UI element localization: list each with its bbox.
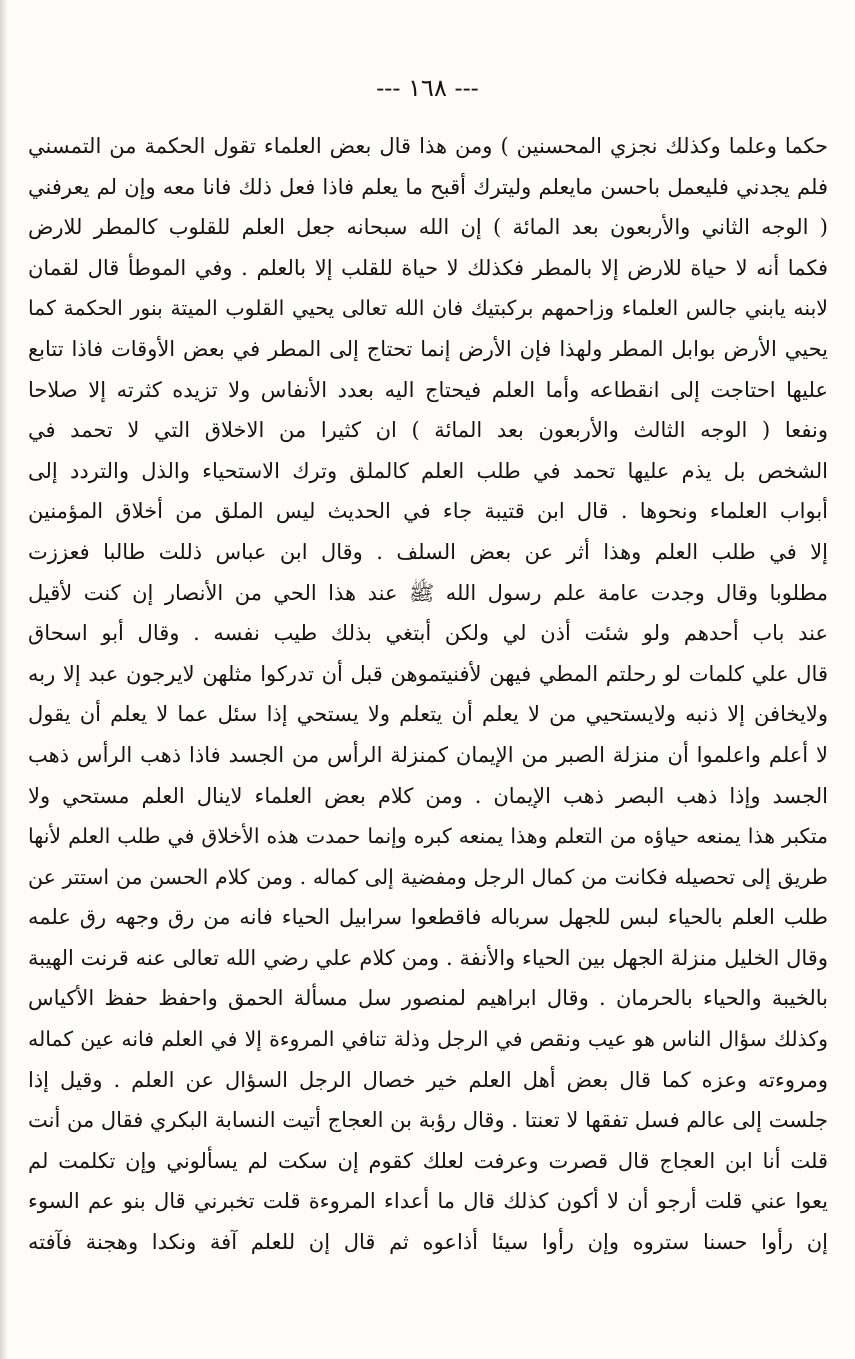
page-gutter-shadow — [0, 0, 8, 1359]
text-line: مطلوبا وقال وجدت عامة علم رسول الله ﷺ عند هذا الحي من الأنصار إن كنت لأقيل — [28, 580, 828, 605]
text-line: يعوا عني قلت أرجو أن لا أكون كذلك قال ما أعداء المروءة قلت تخبرني قال بنو عم السوء — [28, 1189, 828, 1214]
text-line: فكما أنه لا حياة للارض إلا بالمطر فكذلك لا حياة للقلب إلا بالعلم . وفي الموطأ قال لقمان — [28, 255, 828, 280]
text-line: قلت أنا ابن العجاج قال قصرت وعرفت لعلك كقوم إن سكت لم يسألوني وإن تكلمت لم — [28, 1148, 828, 1173]
text-line: طريق إلى تحصيله فكانت من كمال الرجل ومفضية إلى كماله . ومن كلام الحسن من استتر عن — [28, 864, 828, 889]
body-text — [28, 126, 828, 1263]
text-line: عند باب أحدهم ولو شئت أذن لي ولكن أبتغي بذلك طيب نفسه . وقال أبو اسحاق — [28, 621, 828, 646]
text-line: وكذلك سؤال الناس هو عيب ونقص في الرجل وذلة تنافي المروءة إلا في العلم فانه عين كماله — [28, 1027, 828, 1052]
text-line: إن رأوا حسنا ستروه وإن رأوا سيئا أذاعوه ثم قال إن للعلم آفة ونكدا وهجنة فآفته — [28, 1230, 828, 1255]
text-line: أبواب العلماء ونحوها . قال ابن قتيبة جاء في الحديث ليس الملق من أخلاق المؤمنين — [28, 499, 828, 524]
text-line: الشخص بل يذم عليها تحمد في طلب العلم كالملق وترك الاستحياء والذل والتردد إلى — [28, 458, 828, 483]
text-line: طلب العلم بالحياء لبس للجهل سرباله فاقطعوا سرابيل الحياء فانه من رق وجهه رق علمه — [28, 905, 828, 930]
text-line: متكبر هذا يمنعه حياؤه من التعلم وهذا يمنعه كبره وإنما حمدت هذه الأخلاق في طلب العلم لأنها — [28, 824, 828, 849]
text-line: عليها احتاجت إلى انقطاعه وأما العلم فيحتاج اليه بعدد الأنفاس ولا تزيده كثرته إلا صلاحا — [28, 377, 828, 402]
text-line: وقال الخليل منزلة الجهل بين الحياء والأنفة . ومن كلام علي رضي الله تعالى عنه قرنت الهيبة — [28, 945, 828, 970]
text-line: الجسد وإذا ذهب البصر ذهب الإيمان . ومن كلام بعض العلماء لاينال العلم مستحي ولا — [28, 783, 828, 808]
text-line: ومروءته وعزه كما قال بعض أهل العلم خير خصال الرجل السؤال عن العلم . وقيل إذا — [28, 1067, 828, 1092]
text-line: إلا في طلب العلم وهذا أثر عن بعض السلف . وقال ابن عباس ذللت طالبا فعززت — [28, 539, 828, 564]
page-number: --- ١٦٨ --- — [376, 74, 479, 102]
text-line: حكما وعلما وكذلك نجزي المحسنين ) ومن هذا قال بعض العلماء تقول الحكمة من التمسني — [28, 134, 828, 158]
text-line: بالخيبة والحياء بالحرمان . وقال ابراهيم لمنصور سل مسألة الحمق واحفظ حفظ الأكياس — [28, 986, 828, 1011]
text-line: ولايخافن إلا ذنبه ولايستحيي من لا يعلم أن يتعلم ولا يستحي إذا سئل عما لا يعلم أن يقول — [28, 702, 828, 727]
text-line: جلست إلى عالم فسل تفقها لا تعنتا . وقال رؤبة بن العجاج أتيت النسابة البكري فقال من أنت — [28, 1108, 828, 1133]
text-line: يحيي الأرض بوابل المطر ولهذا فإن الأرض إنما تحتاج إلى المطر في بعض الأوقات فاذا تتابع — [28, 336, 828, 361]
text-line: ونفعا ( الوجه الثالث والأربعون بعد المائة ) ان كثيرا من الاخلاق التي لا تحمد في — [28, 418, 828, 443]
text-line: فلم يجدني فليعمل باحسن مايعلم وليترك أقبح ما يعلم فاذا فعل ذلك فانا معه وإن لم يعرفني — [28, 174, 828, 199]
text-line: ( الوجه الثاني والأربعون بعد المائة ) إن الله سبحانه جعل العلم للقلوب كالمطر للارض — [28, 215, 828, 240]
text-line: لابنه يابني جالس العلماء وزاحمهم بركبتيك فان الله تعالى يحيي القلوب الميتة بنور الحكمة كما — [28, 296, 828, 321]
text-line: قال علي كلمات لو رحلتم المطي فيهن لأفنيتموهن قبل أن تدركوا مثلهن لايرجون عبد إلا ربه — [28, 661, 828, 686]
text-line: لا أعلم واعلموا أن منزلة الصبر من الإيمان كمنزلة الرأس من الجسد فاذا ذهب الرأس ذهب — [28, 742, 828, 767]
